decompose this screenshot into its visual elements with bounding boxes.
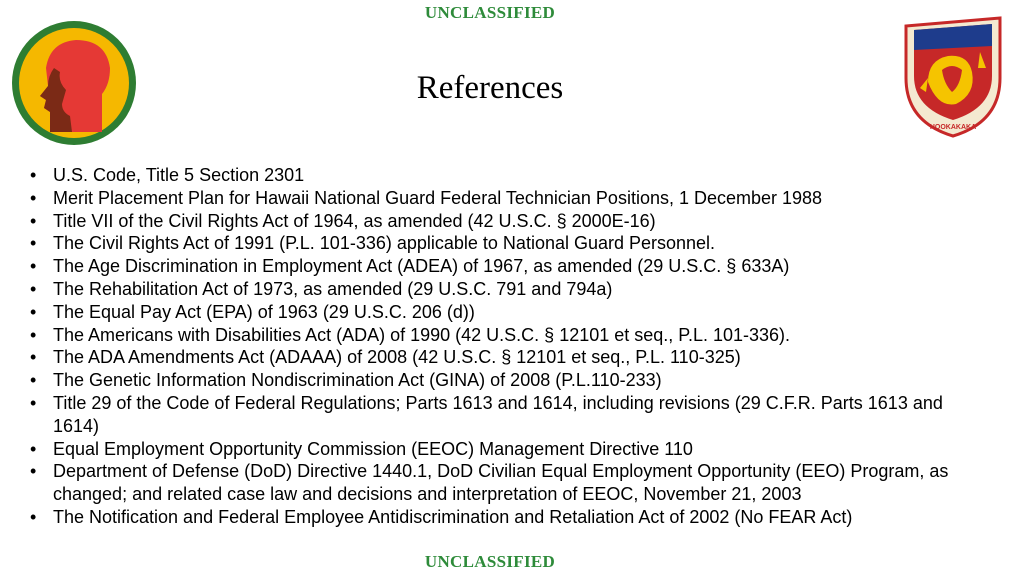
reference-text: The ADA Amendments Act (ADAAA) of 2008 (42 U.S.C. § 12101 et seq., P.L. 110-325) (53, 347, 741, 368)
bullet-icon: • (30, 506, 37, 527)
reference-item (30, 506, 980, 529)
reference-text: The Genetic Information Nondiscrimination Act (GINA) of 2008 (P.L.110-233) (53, 370, 662, 391)
bullet-icon: • (30, 256, 37, 277)
classification-banner-top: UNCLASSIFIED (424, 3, 556, 22)
bullet-icon: • (30, 210, 37, 231)
reference-item (30, 232, 980, 255)
reference-text: Merit Placement Plan for Hawaii National Guard Federal Technician Positions, 1 December 1988 (53, 187, 823, 208)
reference-text: The Equal Pay Act (EPA) of 1963 (29 U.S.C. 206 (d)) (53, 301, 475, 322)
reference-item (30, 187, 980, 210)
reference-text: The Notification and Federal Employee Antidiscrimination and Retaliation Act of 2002 (No FEAR Act) (53, 506, 853, 527)
crest-motto-text: HOOKAKAKA (929, 124, 977, 131)
reference-text: Equal Employment Opportunity Commission (EEOC) Management Directive 110 (53, 438, 693, 459)
reference-item (30, 346, 980, 369)
reference-text: The Rehabilitation Act of 1973, as amended (29 U.S.C. 791 and 794a) (53, 278, 613, 299)
reference-item (30, 278, 980, 301)
reference-text: Title 29 of the Code of Federal Regulations; Parts 1613 and 1614, including revisions (29 C.F.R. Parts 1613 and 1614) (53, 392, 943, 436)
reference-item (30, 392, 980, 438)
page-title: References (416, 70, 564, 106)
reference-item (30, 369, 980, 392)
bullet-icon: • (30, 347, 37, 368)
reference-item (30, 301, 980, 324)
bullet-icon: • (30, 438, 37, 459)
bullet-icon: • (30, 392, 37, 413)
bullet-icon: • (30, 370, 37, 391)
reference-text: Title VII of the Civil Rights Act of 1964, as amended (42 U.S.C. § 2000E-16) (53, 210, 656, 231)
bullet-icon: • (30, 278, 37, 299)
reference-text: The Americans with Disabilities Act (ADA) of 1990 (42 U.S.C. § 12101 et seq., P.L. 101-336). (53, 324, 791, 345)
reference-item (30, 438, 980, 461)
reference-item (30, 460, 980, 506)
reference-item (30, 210, 980, 233)
bullet-icon: • (30, 187, 37, 208)
reference-text: The Age Discrimination in Employment Act (ADEA) of 1967, as amended (29 U.S.C. § 633A) (53, 256, 790, 277)
reference-item (30, 255, 980, 278)
references-list (30, 164, 980, 529)
bullet-icon: • (30, 301, 37, 322)
bullet-icon: • (30, 233, 37, 254)
reference-item (30, 324, 980, 347)
reference-item (30, 164, 980, 187)
bullet-icon: • (30, 165, 37, 185)
reference-text: Department of Defense (DoD) Directive 1440.1, DoD Civilian Equal Employment Opportunity (EEO) Program, as changed; and related case law and decisions and interpretation of EEOC, November 21, 2003 (53, 461, 949, 505)
reference-text: U.S. Code, Title 5 Section 2301 (53, 165, 305, 185)
bullet-icon: • (30, 324, 37, 345)
classification-banner-bottom: UNCLASSIFIED (424, 552, 556, 571)
reference-text: The Civil Rights Act of 1991 (P.L. 101-336) applicable to National Guard Personnel. (53, 233, 716, 254)
bullet-icon: • (30, 461, 37, 482)
